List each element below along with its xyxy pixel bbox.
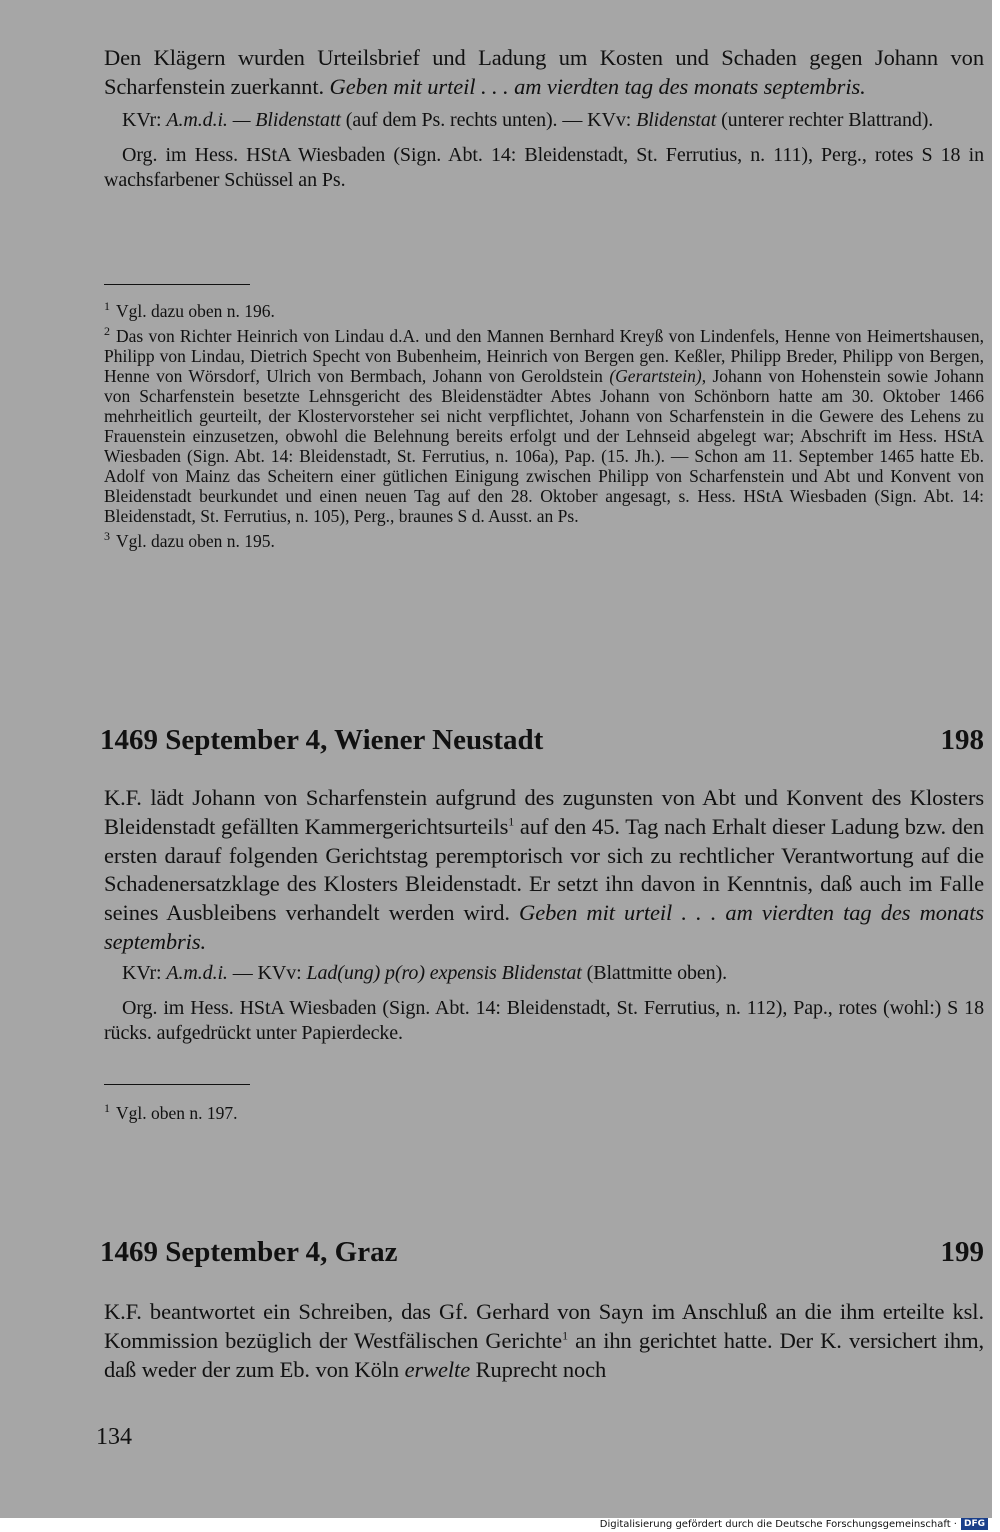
footnote-divider [104,284,250,285]
footnote-number: 1 [104,1101,110,1115]
text-run: — KVv: [227,961,307,984]
footnote-number: 2 [104,323,110,338]
archive-paragraph: Org. im Hess. HStA Wiesbaden (Sign. Abt. 14: Bleidenstadt, St. Ferrutius, n. 111), Perg., rotes S 18 in wachsfarbener Schüssel an Ps. [104,143,984,191]
entry-199-body [104,1298,984,1384]
footnote [104,1098,984,1123]
entry-date-place: 1469 September 4, Graz [100,1236,398,1268]
text-run: (unterer rechter Blattrand). [716,108,934,131]
text-run-italic: erwelte [404,1356,471,1382]
footer-text: Digitalisierung gefördert durch die Deutsche Forschungsgemeinschaft · [599,1518,957,1530]
text-run: K.F. beantwortet ein Schreiben, das Gf. Gerhard von Sayn im Anschluß an die ihm erteilte ksl. Kommission bezüglich der Westfälischen Gerichte [104,1299,984,1353]
text-run-italic: Geben mit urteil . . . am vierdten tag des monats septembris. [104,900,984,954]
text-run-italic: A.m.d.i. [166,961,228,984]
entry-date-place: 1469 September 4, Wiener Neustadt [100,724,544,756]
text-run: K.F. lädt Johann von Scharfenstein aufgrund des zugunsten von Abt und Konvent des Klosters Bleidenstadt gefällten Kammergerichtsurteils [104,785,984,839]
kv-paragraph [104,961,984,986]
text-run: an ihn gerichtet hatte. Der K. versichert ihm, daß weder der zum Eb. von Köln [104,1327,985,1382]
text-run: KVr: [122,108,167,131]
text-run: Ruprecht noch [470,1356,607,1382]
text-run-italic: Lad(ung) p(ro) expensis Blidenstat [306,961,582,984]
footnote-text: , Johann von Hohenstein sowie Johann von Scharfenstein besetzte Lehnsgericht des Bleidenstädter Abtes Johann von Schönborn hatte am 30. Oktober 1466 mehrheitlich geurteilt, der Klostervorsteher sei nicht verpflichtet, Johann von Scharfenstein in die Gewere des Lehens zu Frauenstein einzusetzen, obwohl die Belehnung bereits erfolgt und der Lehnseid abgelegt war; Abschrift im Hess. HStA Wiesbaden (Sign. Abt. 14: Bleidenstadt, St. Ferrutius, n. 106a), Pap. (15. Jh.). — Schon am 11. September 1465 hatte Eb. Adolf von Mainz das Scheitern einer gütlichen Einigung zwischen Philipp von Scharfenstein und Abt und Konvent von Bleidenstadt beurkundet und einen neuen Tag auf den 28. Oktober angesagt, s. Hess. HStA Wiesbaden (Sign. Abt. 14: Bleidenstadt, St. Ferrutius, n. 105), Perg., braunes S d. Ausst. an Ps. [104,365,984,526]
footnote-text-italic: (Gerartstein) [609,365,702,386]
footnotes-1 [104,296,984,550]
footnote-ref: 1 [562,1328,568,1343]
footnote-ref: 1 [508,814,515,829]
top-section [104,44,984,193]
entry-number: 199 [940,1236,984,1268]
text-run-italic: Geben mit urteil . . . am vierdten tag des monats septembris. [329,73,866,99]
text-run: (auf dem Ps. rechts unten). — KVv: [340,108,637,131]
footnote-text: Das von Richter Heinrich von Lindau d.A. und den Mannen Bernhard Kreyß von Lindenfels, Henne von Heimertshausen, Philipp von Lindau, Dietrich Specht von Bubenheim, Heinrich von Bergen gen. Keßler, Philipp Breder, Philipp von Bergen, Henne von Wörsdorf, Ulrich von Bermbach, Johann von Geroldstein [104,325,984,386]
text-run: Den Klägern wurden Urteilsbrief und Ladung um Kosten und Schaden gegen Johann von Scharfenstein zuerkannt. [104,45,984,99]
footnote [104,321,984,526]
text-run: (Blattmitte oben). [581,961,728,984]
archive-paragraph: Org. im Hess. HStA Wiesbaden (Sign. Abt. 14: Bleidenstadt, St. Ferrutius, n. 112), Pap., rotes (wohl:) S 18 rücks. aufgedrückt unter Papierdecke. [104,996,984,1044]
page-number: 134 [96,1424,132,1450]
entry-198-body [104,784,984,1046]
footnote [104,296,984,321]
footer-credit [600,1518,988,1530]
footnote-number: 1 [104,299,110,313]
footnote [104,526,984,551]
footnotes-198 [104,1098,984,1123]
top-paragraph [104,44,984,102]
footnote-text: Vgl. oben n. 197. [116,1102,238,1123]
footnote-text: Vgl. dazu oben n. 196. [116,300,275,321]
regest-paragraph [104,1298,984,1384]
text-run-italic: A.m.d.i. — Blidenstatt [166,108,341,131]
regest-paragraph [104,784,984,957]
text-run-italic: Blidenstat [636,108,717,131]
entry-heading [100,1236,984,1269]
entry-heading [100,724,984,757]
footnote-text: Vgl. dazu oben n. 195. [116,530,275,551]
footnote-number: 3 [104,528,110,543]
dfg-logo: DFG [961,1518,988,1530]
kv-paragraph [104,108,984,133]
text-run: auf den 45. Tag nach Erhalt dieser Ladung bzw. den ersten darauf folgenden Gerichtstag peremptorisch vor sich zu rechtlicher Verantwortung auf die Schadenersatzklage des Klosters Bleidenstadt. Er setzt ihn davon in Kenntnis, daß auch im Falle seines Ausbleibens verhandelt werden wird. [104,813,984,926]
text-run: KVr: [122,961,167,984]
footnote-divider [104,1084,250,1085]
entry-number: 198 [940,724,984,756]
